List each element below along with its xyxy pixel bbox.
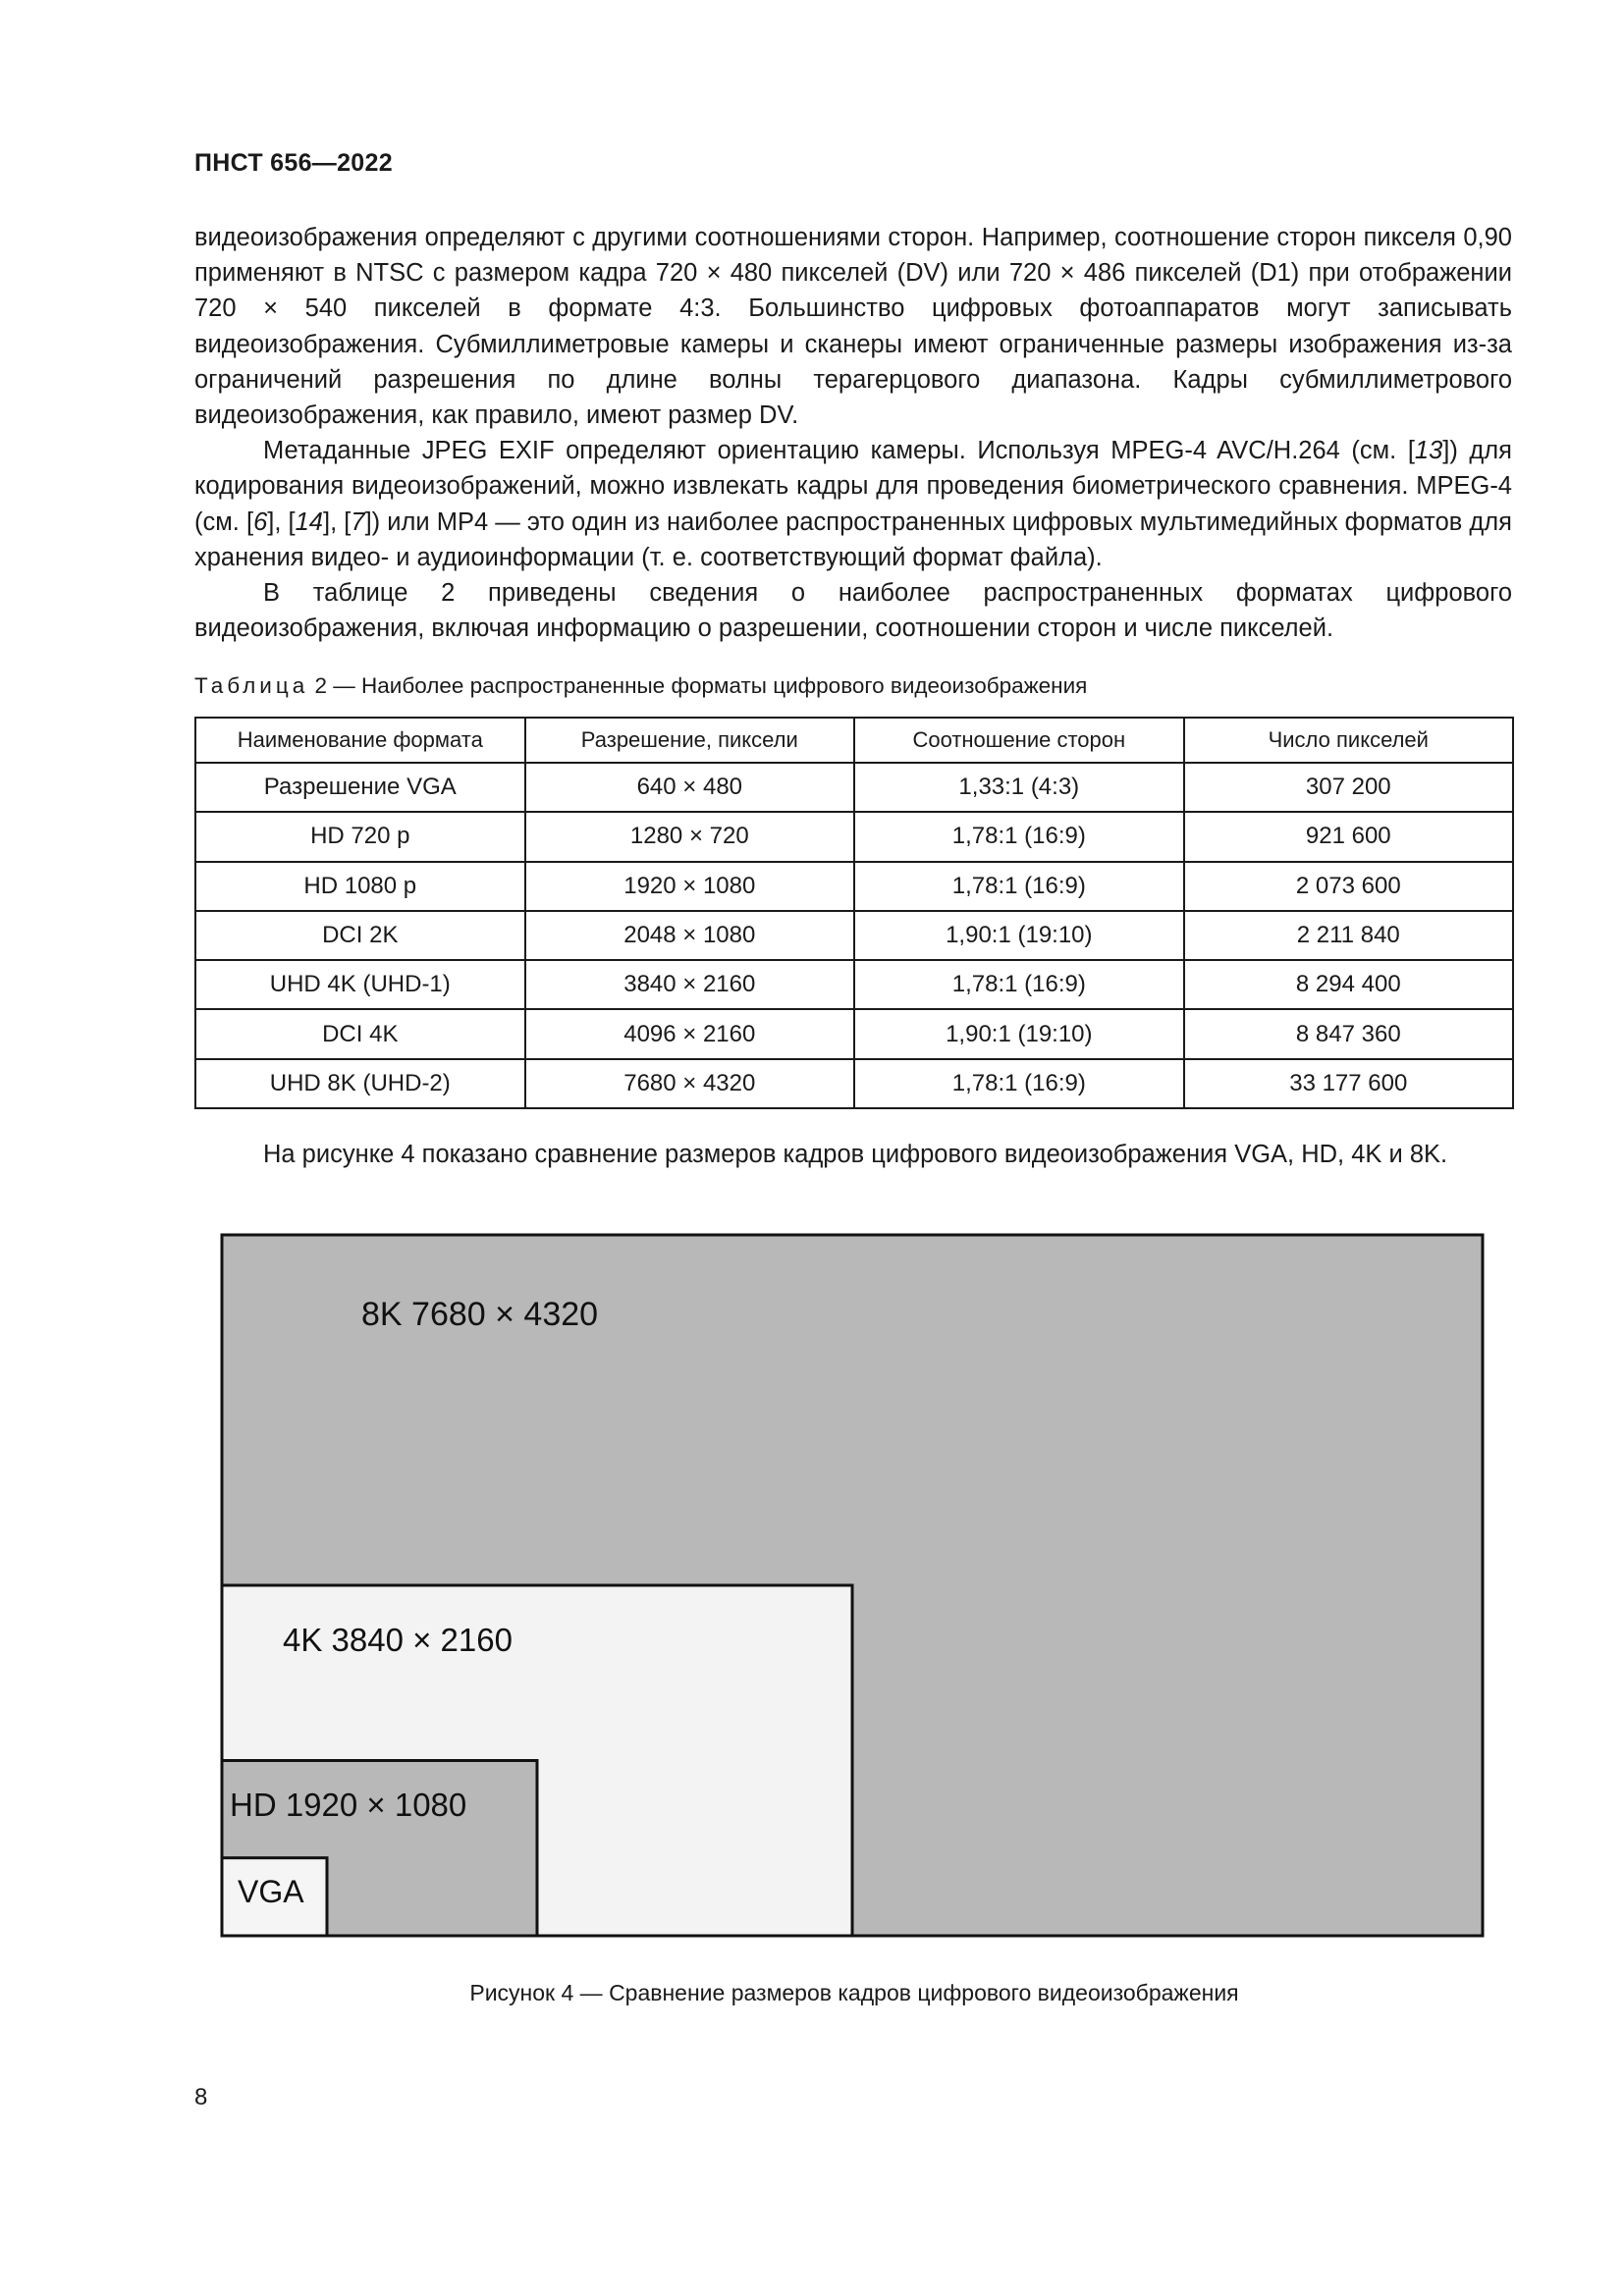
formats-table: [194, 717, 1514, 1109]
table-row: [195, 911, 1513, 960]
body-text: [194, 220, 1512, 646]
paragraph-2-text: ], [: [323, 507, 352, 536]
paragraph-2: [194, 433, 1512, 575]
column-header-format: Наименование формата: [195, 718, 525, 763]
table-header-row: [195, 718, 1513, 763]
table-cell: 1,78:1 (16:9): [854, 812, 1184, 861]
frame-label-8k: 8K 7680 × 4320: [361, 1296, 599, 1333]
frame-size-figure: [220, 1233, 1485, 1938]
table-cell: DCI 2K: [195, 911, 525, 960]
paragraph-2-text: ], [: [267, 507, 296, 536]
figure-intro-text: [194, 1137, 1512, 1172]
table-caption-word: Таблица: [194, 673, 309, 698]
paragraph-1: видеоизображения определяют с другими соотношениями сторон. Например, соотношение сторон пикселя 0,90 применяют в NTSC с размером кадра 720 × 480 пикселей (DV) или 720 × 486 пикселей (D1) при отображении 720 × 540 пикселей в формате 4:3. Большинство цифровых фотоаппаратов могут записывать видеоизображения. Субмиллиметровые камеры и сканеры имеют ограниченные размеры изображения из-за ограничений разрешения по длине волны терагерцового диапазона. Кадры субмиллиметрового видеоизображения, как правило, имеют размер DV.: [194, 224, 1512, 430]
table-cell: 8 847 360: [1184, 1009, 1513, 1058]
table-cell: 1920 × 1080: [525, 862, 855, 911]
table-cell: 1,90:1 (19:10): [854, 911, 1184, 960]
table-cell: 2 211 840: [1184, 911, 1513, 960]
reference-14: 14: [295, 507, 323, 536]
table-cell: DCI 4K: [195, 1009, 525, 1058]
table-cell: HD 720 p: [195, 812, 525, 861]
paragraph-4: На рисунке 4 показано сравнение размеров кадров цифрового видеоизображения VGA, HD, 4K и 8K.: [263, 1141, 1448, 1168]
table-cell: UHD 8K (UHD-2): [195, 1059, 525, 1108]
table-caption: [194, 673, 1087, 699]
table-row: [195, 960, 1513, 1009]
table-cell: UHD 4K (UHD-1): [195, 960, 525, 1009]
table-row: [195, 763, 1513, 812]
table-cell: 2 073 600: [1184, 862, 1513, 911]
figure-caption: Рисунок 4 — Сравнение размеров кадров цифрового видеоизображения: [469, 1980, 1239, 2005]
paragraph-2-text: ]) или MP4 — это один из наиболее распространенных цифровых мультимедийных форматов для хранения видео- и аудиоинформации (т. е. соответствующий формат файла).: [194, 507, 1512, 571]
table-cell: 640 × 480: [525, 763, 855, 812]
table-row: [195, 812, 1513, 861]
table-cell: 8 294 400: [1184, 960, 1513, 1009]
table-row: [195, 1009, 1513, 1058]
table-cell: 921 600: [1184, 812, 1513, 861]
frame-size-diagram: [220, 1233, 1485, 1938]
table-cell: HD 1080 p: [195, 862, 525, 911]
frame-label-vga: VGA: [238, 1874, 304, 1909]
paragraph-2-text: ]) для кодирования видеоизображений, можно извлекать кадры для проведения биометрического сравнения. MPEG-4 (см. [: [194, 437, 1512, 536]
table-cell: 307 200: [1184, 763, 1513, 812]
reference-7: 7: [351, 507, 365, 536]
table-cell: 1280 × 720: [525, 812, 855, 861]
table-cell: 1,33:1 (4:3): [854, 763, 1184, 812]
table-cell: 4096 × 2160: [525, 1009, 855, 1058]
paragraph-2-text: Метаданные JPEG EXIF определяют ориентацию камеры. Используя MPEG-4 AVC/H.264 (см. [: [263, 437, 1415, 465]
table-body: [195, 763, 1513, 1108]
table-cell: 7680 × 4320: [525, 1059, 855, 1108]
reference-6: 6: [253, 507, 268, 536]
paragraph-3: В таблице 2 приведены сведения о наиболее распространенных форматах цифрового видеоизображения, включая информацию о разрешении, соотношении сторон и числе пикселей.: [194, 579, 1512, 643]
table-cell: Разрешение VGA: [195, 763, 525, 812]
table-cell: 2048 × 1080: [525, 911, 855, 960]
table-cell: 1,90:1 (19:10): [854, 1009, 1184, 1058]
page-number: 8: [194, 2084, 208, 2110]
table-row: [195, 862, 1513, 911]
column-header-resolution: Разрешение, пиксели: [525, 718, 855, 763]
table-cell: 1,78:1 (16:9): [854, 862, 1184, 911]
document-header: ПНСТ 656—2022: [194, 149, 393, 177]
frame-label-hd: HD 1920 × 1080: [230, 1787, 467, 1823]
table-cell: 1,78:1 (16:9): [854, 960, 1184, 1009]
table-row: [195, 1059, 1513, 1108]
table-cell: 33 177 600: [1184, 1059, 1513, 1108]
table-cell: 3840 × 2160: [525, 960, 855, 1009]
column-header-aspect-ratio: Соотношение сторон: [854, 718, 1184, 763]
frame-label-4k: 4K 3840 × 2160: [283, 1622, 513, 1658]
column-header-pixel-count: Число пикселей: [1184, 718, 1513, 763]
reference-13: 13: [1414, 437, 1443, 465]
table-cell: 1,78:1 (16:9): [854, 1059, 1184, 1108]
table-caption-title: 2 — Наиболее распространенные форматы цифрового видеоизображения: [308, 673, 1088, 698]
